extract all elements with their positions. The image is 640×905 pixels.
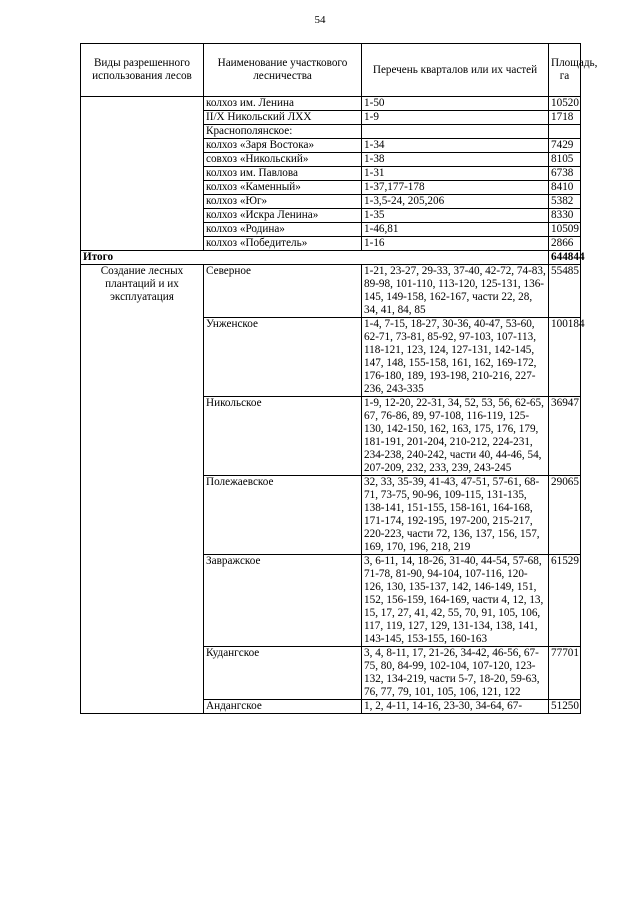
forestry-name: Андангское: [204, 700, 362, 714]
area-value: 5382: [549, 195, 581, 209]
table-section-part1: [81, 97, 581, 251]
quarters-list: 1-31: [362, 167, 549, 181]
quarters-list: 1-50: [362, 97, 549, 111]
quarters-list: 1-9: [362, 111, 549, 125]
area-value: 55485: [549, 265, 581, 318]
total-label: Итого: [81, 251, 549, 265]
forestry-name: Кудангское: [204, 647, 362, 700]
area-value: 8330: [549, 209, 581, 223]
header-quarters-list: Перечень кварталов или их частей: [362, 44, 549, 97]
quarters-list: [362, 125, 549, 139]
forestry-name: II/X Никольский ЛХХ: [204, 111, 362, 125]
quarters-list: 1-38: [362, 153, 549, 167]
forestry-name: колхоз «Каменный»: [204, 181, 362, 195]
quarters-list: 3, 6-11, 14, 18-26, 31-40, 44-54, 57-68, 71-78, 81-90, 94-104, 107-116, 120-126, 130, 135-137, 142, 146-149, 151, 152, 156-159, 164-169, части 4, 12, 13, 15, 17, 27, 41, 42, 55, 70, 91, 105, 106, 117, 119, 127, 129, 131-134, 138, 141, 143-145, 153-155, 160-163: [362, 555, 549, 647]
forest-use-table: [80, 43, 598, 714]
header-area: Площадь, га: [549, 44, 581, 97]
quarters-list: 32, 33, 35-39, 41-43, 47-51, 57-61, 68-71, 73-75, 90-96, 109-115, 131-135, 138-141, 151-155, 158-161, 164-168, 171-174, 192-195, 197-200, 215-217, 220-223, части 72, 136, 137, 156, 157, 169, 170, 196, 218, 219: [362, 476, 549, 555]
quarters-list: 3, 4, 8-11, 17, 21-26, 34-42, 46-56, 67-75, 80, 84-99, 102-104, 107-120, 123-132, 134-219, части 5-7, 18-20, 59-63, 76, 77, 79, 101, 105, 106, 121, 122: [362, 647, 549, 700]
area-value: 2866: [549, 237, 581, 251]
quarters-list: 1-3,5-24, 205,206: [362, 195, 549, 209]
forestry-name: Завражское: [204, 555, 362, 647]
area-value: 100184: [549, 318, 581, 397]
forestry-name: Северное: [204, 265, 362, 318]
quarters-list: 1, 2, 4-11, 14-16, 23-30, 34-64, 67-: [362, 700, 549, 714]
quarters-list: 1-21, 23-27, 29-33, 37-40, 42-72, 74-83, 89-98, 101-110, 113-120, 125-131, 136-145, 149-158, 162-167, части 22, 28, 34, 41, 84, 85: [362, 265, 549, 318]
area-value: 36947: [549, 397, 581, 476]
forestry-name: колхоз «Юг»: [204, 195, 362, 209]
forestry-name: колхоз «Заря Востока»: [204, 139, 362, 153]
quarters-list: 1-4, 7-15, 18-27, 30-36, 40-47, 53-60, 62-71, 73-81, 85-92, 97-103, 107-113, 118-121, 123, 124, 127-131, 142-145, 147, 148, 155-158, 161, 162, 169-172, 176-180, 189, 193-198, 210-216, 227-236, 243-335: [362, 318, 549, 397]
area-value: 7429: [549, 139, 581, 153]
table-header-row: [81, 44, 581, 97]
table-row: [81, 97, 581, 111]
area-value: 10509: [549, 223, 581, 237]
forestry-name: Унженское: [204, 318, 362, 397]
forestry-name: колхоз «Родина»: [204, 223, 362, 237]
quarters-list: 1-35: [362, 209, 549, 223]
area-value: 1718: [549, 111, 581, 125]
forestry-name: Никольское: [204, 397, 362, 476]
quarters-list: 1-9, 12-20, 22-31, 34, 52, 53, 56, 62-65, 67, 76-86, 89, 97-108, 116-119, 125-130, 142-150, 162, 163, 175, 176, 179, 181-191, 201-204, 210-212, 224-231, 234-238, 240-242, части 40, 44-46, 54, 207-209, 232, 233, 239, 243-245: [362, 397, 549, 476]
header-forestry-name: Наименование участкового лесничества: [204, 44, 362, 97]
page-number: 54: [314, 14, 326, 26]
forestry-name: колхоз им. Ленина: [204, 97, 362, 111]
area-value: 8105: [549, 153, 581, 167]
header-use-type: Виды разрешенного использования лесов: [81, 44, 204, 97]
forestry-name: Краснополянское:: [204, 125, 362, 139]
category-label: Создание лесных плантаций и их эксплуатация: [81, 265, 204, 714]
forestry-name: колхоз «Победитель»: [204, 237, 362, 251]
area-value: 29065: [549, 476, 581, 555]
forestry-name: колхоз им. Павлова: [204, 167, 362, 181]
area-value: 10520: [549, 97, 581, 111]
quarters-list: 1-34: [362, 139, 549, 153]
total-row: [81, 251, 581, 265]
forestry-name: совхоз «Никольский»: [204, 153, 362, 167]
area-value: 8410: [549, 181, 581, 195]
area-value: 6738: [549, 167, 581, 181]
area-value: 51250: [549, 700, 581, 714]
forestry-name: Полежаевское: [204, 476, 362, 555]
table-section-part2: [81, 265, 585, 714]
area-value: 61529: [549, 555, 581, 647]
quarters-list: 1-37,177-178: [362, 181, 549, 195]
area-value: 77701: [549, 647, 581, 700]
area-value: [549, 125, 581, 139]
forestry-name: колхоз «Искра Ленина»: [204, 209, 362, 223]
quarters-list: 1-16: [362, 237, 549, 251]
quarters-list: 1-46,81: [362, 223, 549, 237]
category-cell-empty: [81, 97, 204, 251]
table-row: [81, 265, 581, 318]
total-area: 644844: [549, 251, 581, 265]
